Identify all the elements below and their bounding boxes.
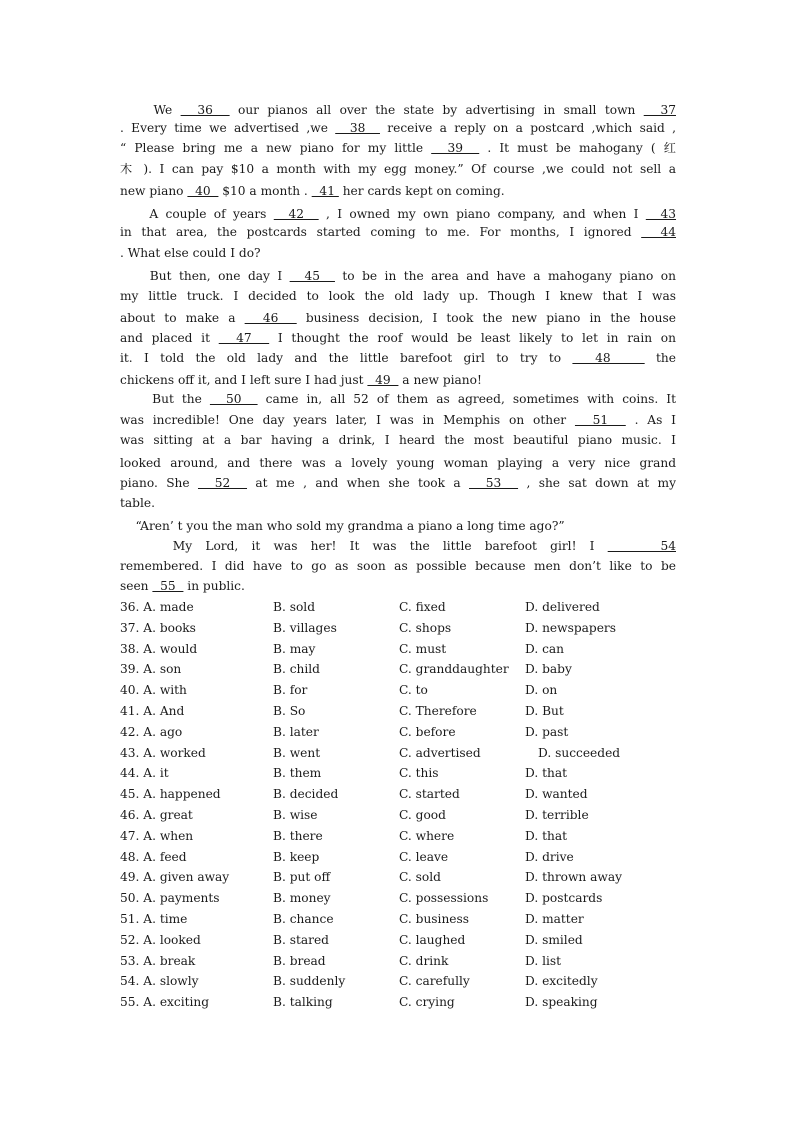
- question-number: 36.: [120, 600, 144, 614]
- passage-text: chickens off it, and I left sure I had just: [120, 373, 368, 387]
- answer-blank: 54: [607, 539, 676, 553]
- question-row: [120, 641, 680, 657]
- passage-text: “Aren’ t you the man who sold my grandma a piano a long time ago?”: [120, 519, 565, 533]
- option-d: D. can: [525, 642, 565, 656]
- option-a: [120, 703, 184, 719]
- option-text: A. given away: [143, 870, 230, 884]
- question-number: 54.: [120, 974, 144, 988]
- passage-text: . What else could I do?: [120, 246, 261, 260]
- option-text: A. with: [143, 683, 187, 697]
- option-b: B. money: [273, 891, 331, 905]
- option-b: B. sold: [273, 600, 315, 614]
- option-c: C. leave: [399, 850, 449, 864]
- option-text: A. slowly: [143, 974, 199, 988]
- passage-text: business decision, I took the new piano in the house: [296, 311, 676, 325]
- passage-text: “ Please bring me a new piano for my little: [120, 141, 432, 155]
- question-row: [120, 890, 680, 906]
- passage-line: [120, 578, 676, 594]
- option-c: C. this: [399, 766, 439, 780]
- option-a: [120, 661, 181, 677]
- question-row: [120, 765, 680, 781]
- question-row: [120, 828, 680, 844]
- option-c: C. possessions: [399, 891, 489, 905]
- option-text: A. books: [143, 621, 196, 635]
- question-row: [120, 911, 680, 927]
- question-number: 42.: [120, 725, 144, 739]
- option-b: B. for: [273, 683, 308, 697]
- answer-blank: 52: [197, 476, 248, 490]
- passage-line: [120, 391, 676, 407]
- answer-blank: 43: [645, 207, 677, 221]
- option-c: C. fixed: [399, 600, 446, 614]
- option-d: D. speaking: [525, 995, 598, 1009]
- option-b: B. talking: [273, 995, 333, 1009]
- option-c: C. to: [399, 683, 428, 697]
- passage-text: was sitting at a bar having a drink, I heard the most beautiful piano music. I: [120, 433, 676, 447]
- option-text: A. it: [143, 766, 169, 780]
- passage-line: [120, 455, 676, 471]
- passage-text: new piano: [120, 184, 188, 198]
- passage-line: [120, 558, 676, 574]
- answer-blank: 36: [180, 103, 230, 117]
- option-text: A. payments: [143, 891, 220, 905]
- passage-text: . It must be mahogany ( 红: [479, 141, 676, 155]
- option-a: [120, 890, 220, 906]
- option-d: D. matter: [525, 912, 584, 926]
- option-d: D. list: [525, 954, 562, 968]
- option-b: B. bread: [273, 954, 326, 968]
- option-a: [120, 724, 182, 740]
- passage-text: and placed it: [120, 331, 219, 345]
- answer-blank: 47: [218, 331, 270, 345]
- passage-text: . As I: [625, 413, 676, 427]
- question-row: [120, 745, 680, 761]
- passage-text: to be in the area and have a mahogany piano on: [334, 269, 676, 283]
- option-c: C. where: [399, 829, 455, 843]
- option-text: A. feed: [143, 850, 187, 864]
- answer-blank: 38: [335, 121, 380, 135]
- option-c: C. crying: [399, 995, 455, 1009]
- question-number: 43.: [120, 746, 144, 760]
- passage-line: [120, 140, 676, 156]
- passage-text: came in, all 52 of them as agreed, sometimes with coins. It: [257, 392, 676, 406]
- answer-blank: 41: [311, 184, 339, 198]
- option-c: C. must: [399, 642, 447, 656]
- passage-text: 木 ). I can pay $10 a month with my egg money.” Of course ,we could not sell a: [120, 162, 676, 176]
- option-b: B. went: [273, 746, 321, 760]
- passage-line: [120, 475, 676, 491]
- question-row: [120, 994, 680, 1010]
- passage-line: [120, 224, 676, 240]
- answer-blank: 45: [289, 269, 335, 283]
- option-d: D. that: [525, 829, 567, 843]
- question-row: [120, 807, 680, 823]
- option-a: [120, 973, 199, 989]
- answer-blank: 51: [574, 413, 626, 427]
- answer-blank: 53: [469, 476, 519, 490]
- option-text: A. break: [143, 954, 196, 968]
- passage-text: in public.: [183, 579, 245, 593]
- question-row: [120, 599, 680, 615]
- question-number: 41.: [120, 704, 144, 718]
- passage-text: a new piano!: [398, 373, 482, 387]
- passage-text: my little truck. I decided to look the old lady up. Though I knew that I was: [120, 289, 676, 303]
- passage-text: My Lord, it was her! It was the little barefoot girl! I: [120, 539, 608, 553]
- passage-text: I thought the roof would be least likely to let in rain on: [269, 331, 676, 345]
- question-number: 46.: [120, 808, 144, 822]
- passage-text: at me , and when she took a: [247, 476, 470, 490]
- option-text: A. great: [143, 808, 193, 822]
- option-a: [120, 599, 194, 615]
- option-c: C. laughed: [399, 933, 466, 947]
- option-d: D. delivered: [525, 600, 600, 614]
- option-c: C. sold: [399, 870, 441, 884]
- passage-line: [120, 120, 676, 136]
- option-text: A. ago: [143, 725, 183, 739]
- option-d: D. baby: [525, 662, 572, 676]
- passage-text: table.: [120, 496, 155, 510]
- question-number: 38.: [120, 642, 144, 656]
- question-number: 40.: [120, 683, 144, 697]
- question-number: 53.: [120, 954, 144, 968]
- question-number: 45.: [120, 787, 144, 801]
- option-a: [120, 994, 209, 1010]
- option-b: B. wise: [273, 808, 318, 822]
- option-a: [120, 869, 229, 885]
- option-b: B. child: [273, 662, 320, 676]
- passage-text: looked around, and there was a lovely young woman playing a very nice grand: [120, 456, 676, 470]
- passage-text: A couple of years: [120, 207, 274, 221]
- question-row: [120, 869, 680, 885]
- passage-line: [120, 310, 676, 326]
- passage-line: [120, 412, 676, 428]
- passage-text: receive a reply on a postcard ,which said ,: [379, 121, 676, 135]
- question-row: [120, 620, 680, 636]
- passage-text: in that area, the postcards started coming to me. For months, I ignored: [120, 225, 642, 239]
- option-a: [120, 620, 196, 636]
- question-number: 37.: [120, 621, 144, 635]
- passage-text: seen: [120, 579, 153, 593]
- passage-text: remembered. I did have to go as soon as possible because men don’t like to be: [120, 559, 676, 573]
- option-d: D. excitedly: [525, 974, 598, 988]
- option-b: B. later: [273, 725, 319, 739]
- option-c: C. business: [399, 912, 470, 926]
- answer-blank: 46: [244, 311, 297, 325]
- question-number: 51.: [120, 912, 144, 926]
- passage-line: [120, 372, 676, 388]
- passage-line: [120, 245, 676, 261]
- passage-text: , she sat down at my: [518, 476, 676, 490]
- option-a: [120, 953, 195, 969]
- option-d: D. drive: [525, 850, 574, 864]
- option-d: D. thrown away: [525, 870, 622, 884]
- question-number: 52.: [120, 933, 144, 947]
- question-number: 48.: [120, 850, 144, 864]
- option-text: A. And: [143, 704, 185, 718]
- passage-text: our pianos all over the state by advertising in small town: [229, 103, 644, 117]
- passage-text: the: [644, 351, 676, 365]
- answer-blank: 55: [152, 579, 184, 593]
- question-number: 55.: [120, 995, 144, 1009]
- option-a: [120, 745, 206, 761]
- passage-text: it. I told the old lady and the little barefoot girl to try to: [120, 351, 573, 365]
- passage-text: her cards kept on coming.: [338, 184, 505, 198]
- option-b: B. So: [273, 704, 306, 718]
- option-text: A. made: [143, 600, 194, 614]
- option-a: [120, 911, 187, 927]
- option-c: C. started: [399, 787, 460, 801]
- option-b: B. suddenly: [273, 974, 346, 988]
- passage-line: [120, 268, 676, 284]
- option-d: D. postcards: [525, 891, 603, 905]
- option-c: C. before: [399, 725, 456, 739]
- option-text: A. when: [143, 829, 194, 843]
- answer-blank: 40: [187, 184, 219, 198]
- option-d: D. But: [525, 704, 564, 718]
- question-row: [120, 849, 680, 865]
- passage-text: $10 a month .: [218, 184, 312, 198]
- option-b: B. decided: [273, 787, 339, 801]
- option-a: [120, 932, 201, 948]
- passage-text: was incredible! One day years later, I was in Memphis on other: [120, 413, 575, 427]
- question-row: [120, 786, 680, 802]
- passage-text: But the: [120, 392, 210, 406]
- option-text: A. time: [143, 912, 188, 926]
- option-a: [120, 765, 169, 781]
- option-c: C. shops: [399, 621, 452, 635]
- question-row: [120, 973, 680, 989]
- option-b: B. may: [273, 642, 316, 656]
- question-number: 39.: [120, 662, 144, 676]
- option-d: D. newspapers: [525, 621, 616, 635]
- option-d: D. on: [525, 683, 558, 697]
- option-b: B. keep: [273, 850, 320, 864]
- answer-blank: 49: [367, 373, 399, 387]
- answer-blank: 42: [273, 207, 319, 221]
- passage-text: about to make a: [120, 311, 245, 325]
- passage-text: . Every time we advertised ,we: [120, 121, 336, 135]
- option-a: [120, 828, 193, 844]
- passage-text: , I owned my own piano company, and when I: [318, 207, 646, 221]
- option-text: A. looked: [143, 933, 201, 947]
- option-text: A. son: [143, 662, 182, 676]
- question-row: [120, 932, 680, 948]
- option-c: C. Therefore: [399, 704, 477, 718]
- option-a: [120, 849, 187, 865]
- question-number: 50.: [120, 891, 144, 905]
- option-b: B. stared: [273, 933, 329, 947]
- answer-blank: 50: [209, 392, 258, 406]
- option-c: C. granddaughter: [399, 662, 509, 676]
- passage-line: [120, 330, 676, 346]
- passage-text: But then, one day I: [120, 269, 290, 283]
- option-b: B. them: [273, 766, 322, 780]
- passage-line: [120, 350, 676, 366]
- question-row: [120, 682, 680, 698]
- option-text: A. would: [143, 642, 198, 656]
- passage-line: [120, 206, 676, 222]
- question-row: [120, 953, 680, 969]
- question-row: [120, 703, 680, 719]
- option-d: D. wanted: [525, 787, 588, 801]
- option-d: D. succeeded: [538, 746, 621, 760]
- question-number: 47.: [120, 829, 144, 843]
- question-number: 49.: [120, 870, 144, 884]
- passage-line: [120, 102, 676, 118]
- option-text: A. exciting: [143, 995, 210, 1009]
- option-c: C. good: [399, 808, 446, 822]
- passage-line: [120, 432, 676, 448]
- option-text: A. worked: [143, 746, 206, 760]
- question-row: [120, 661, 680, 677]
- passage-text: piano. She: [120, 476, 198, 490]
- option-a: [120, 786, 221, 802]
- passage-line: [120, 495, 676, 511]
- option-d: D. terrible: [525, 808, 589, 822]
- answer-blank: 37: [643, 103, 676, 117]
- passage-line: [120, 538, 676, 554]
- question-row: [120, 724, 680, 740]
- option-c: C. drink: [399, 954, 449, 968]
- option-d: D. that: [525, 766, 567, 780]
- option-d: D. smiled: [525, 933, 583, 947]
- option-b: B. there: [273, 829, 323, 843]
- option-d: D. past: [525, 725, 569, 739]
- passage-line: [120, 183, 676, 199]
- option-a: [120, 682, 187, 698]
- passage-line: [120, 161, 676, 177]
- passage-line: [120, 518, 676, 534]
- question-number: 44.: [120, 766, 144, 780]
- option-text: A. happened: [143, 787, 221, 801]
- option-b: B. put off: [273, 870, 331, 884]
- option-a: [120, 807, 193, 823]
- option-c: C. advertised: [399, 746, 481, 760]
- option-a: [120, 641, 197, 657]
- passage-line: [120, 288, 676, 304]
- option-c: C. carefully: [399, 974, 470, 988]
- option-b: B. chance: [273, 912, 334, 926]
- answer-blank: 39: [431, 141, 480, 155]
- answer-blank: 44: [641, 225, 676, 239]
- option-b: B. villages: [273, 621, 337, 635]
- answer-blank: 48: [572, 351, 645, 365]
- passage-text: We: [120, 103, 181, 117]
